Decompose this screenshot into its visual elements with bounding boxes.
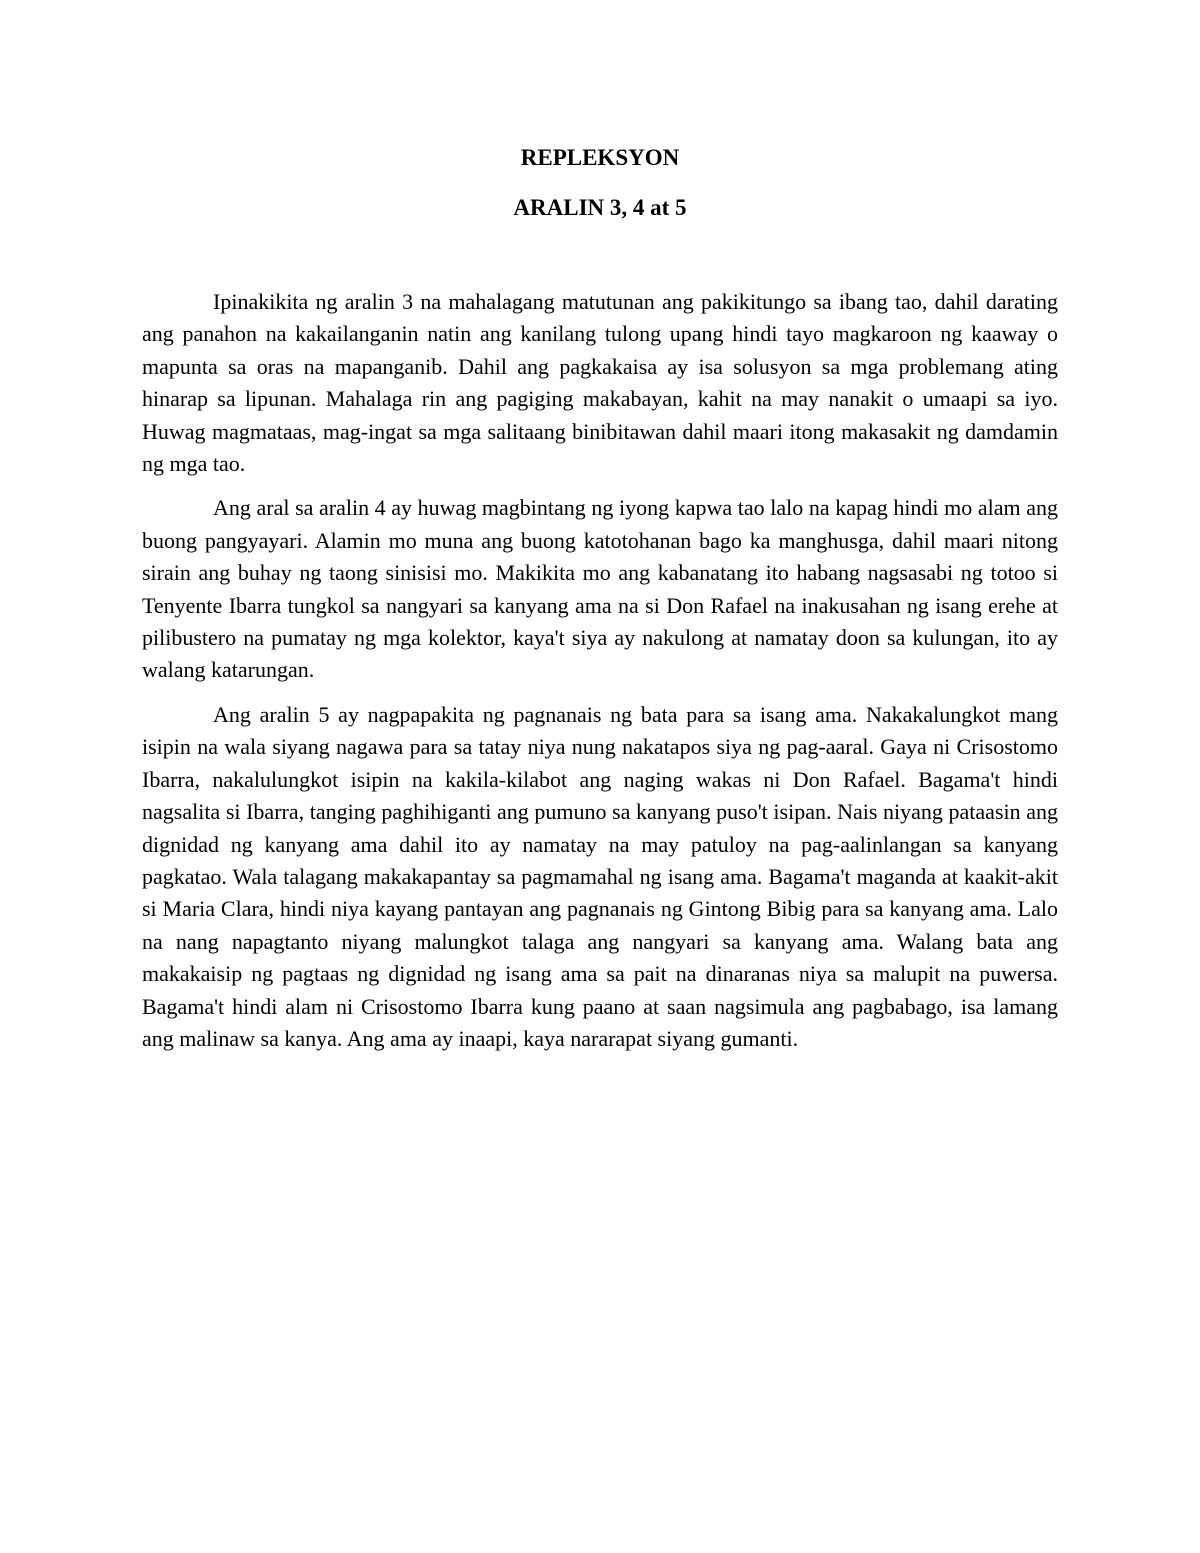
paragraph-aralin-4: Ang aral sa aralin 4 ay huwag magbintang ng iyong kapwa tao lalo na kapag hindi mo alam ang buong pangyayari. Alamin mo muna ang buong katotohanan bago ka manghusga, dahil maari nitong sirain ang buhay ng taong sinisisi mo. Makikita mo ang kabanatang ito habang nagsasabi ng totoo si Tenyente Ibarra tungkol sa nangyari sa kanyang ama na si Don Rafael na inakusahan ng isang erehe at pilibustero na pumatay ng mga kolektor, kaya't siya ay nakulong at namatay doon sa kulungan, ito ay walang katarungan.	[142, 495, 1058, 683]
paragraph-aralin-3: Ipinakikita ng aralin 3 na mahalagang matutunan ang pakikitungo sa ibang tao, dahil darating ang panahon na kakailanganin natin ang kanilang tulong upang hindi tayo magkaroon ng kaaway o mapunta sa oras na mapanganib. Dahil ang pagkakaisa ay isa solusyon sa mga problemang ating hinarap sa lipunan. Mahalaga rin ang pagiging makabayan, kahit na may nanakit o umaapi sa iyo. Huwag magmataas, mag-ingat sa mga salitaang binibitawan dahil maari itong makasakit ng damdamin ng mga tao.	[142, 289, 1058, 477]
page-subtitle: ARALIN 3, 4 at 5	[513, 195, 687, 220]
body-text	[142, 286, 1058, 1067]
paragraph-aralin-5: Ang aralin 5 ay nagpapakita ng pagnanais ng bata para sa isang ama. Nakakalungkot mang isipin na wala siyang nagawa para sa tatay niya nung nakatapos siya ng pag-aaral. Gaya ni Crisostomo Ibarra, nakalulungkot isipin na kakila-kilabot ang naging wakas ni Don Rafael. Bagama't hindi nagsalita si Ibarra, tanging paghihiganti ang pumuno sa kanyang puso't isipan. Nais niyang pataasin ang dignidad ng kanyang ama dahil ito ay namatay na may patuloy na pag-aalinlangan sa kanyang pagkatao. Wala talagang makakapantay sa pagmamahal ng isang ama. Bagama't maganda at kaakit-akit si Maria Clara, hindi niya kayang pantayan ang pagnanais ng Gintong Bibig para sa kanyang ama. Lalo na nang napagtanto niyang malungkot talaga ang nangyari sa kanyang ama. Walang bata ang makakaisip ng pagtaas ng dignidad ng isang ama sa pait na dinaranas niya sa malupit na puwersa. Bagama't hindi alam ni Crisostomo Ibarra kung paano at saan nagsimula ang pagbabago, isa lamang ang malinaw sa kanya. Ang ama ay inaapi, kaya nararapat siyang gumanti.	[142, 701, 1058, 1051]
page-title: REPLEKSYON	[520, 145, 680, 170]
